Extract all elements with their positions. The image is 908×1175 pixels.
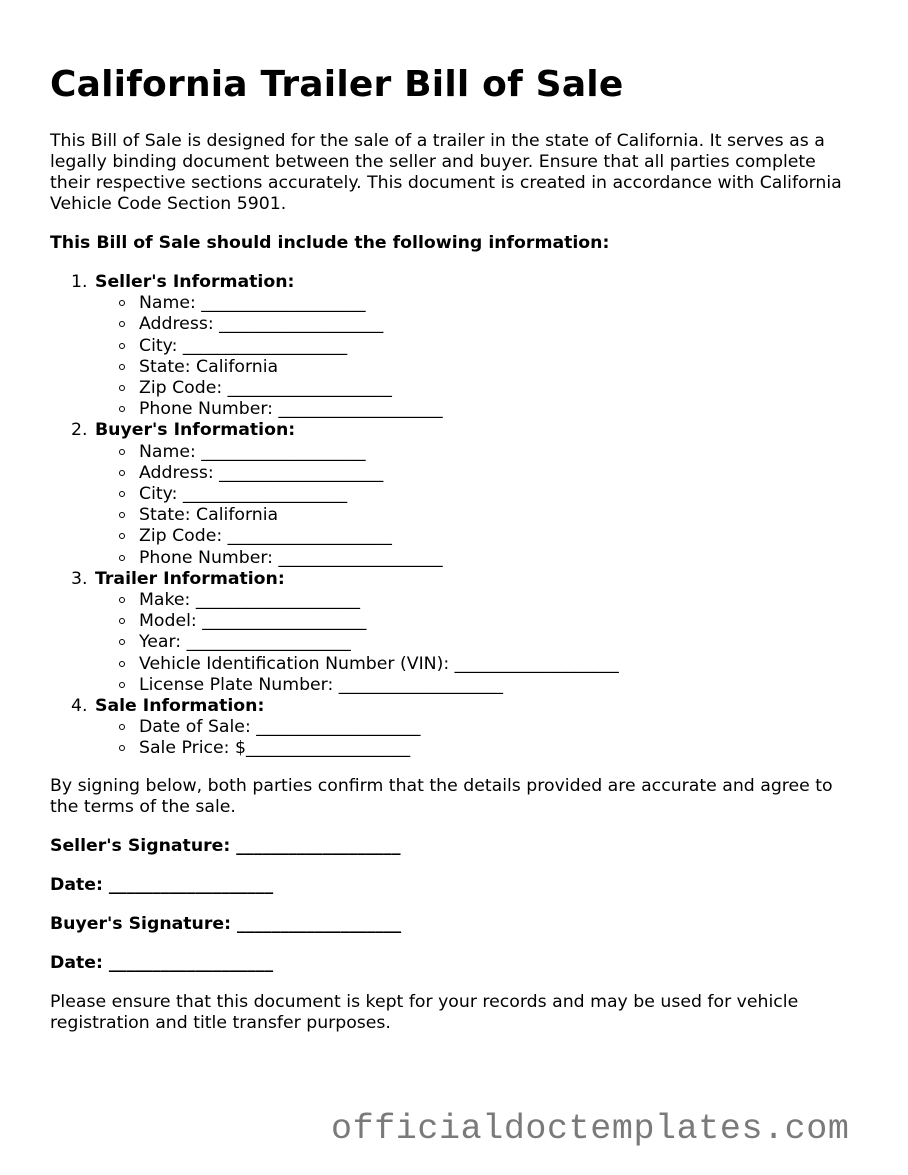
- buyer-date-line: Date: ___________________: [50, 953, 274, 973]
- circle-bullet-icon: [119, 597, 125, 603]
- sections-list: [50, 272, 619, 760]
- circle-bullet-icon: [119, 682, 125, 688]
- circle-bullet-icon: [119, 618, 125, 624]
- intro-paragraph: This Bill of Sale is designed for the sale of a trailer in the state of California. It serves as a legally binding document between the seller and buyer. Ensure that all parties complete their respective sections accurately. This document is created in accordance with California Vehicle Code Section 5901.: [50, 131, 842, 214]
- field-label: Year: ___________________: [139, 632, 351, 653]
- section-sale: [50, 696, 619, 760]
- field-item: [117, 336, 619, 357]
- field-label: Zip Code: ___________________: [139, 378, 392, 399]
- circle-bullet-icon: [119, 555, 125, 561]
- section-number: 3.: [71, 568, 88, 589]
- field-item: [117, 675, 619, 696]
- field-item: [117, 293, 619, 314]
- circle-bullet-icon: [119, 385, 125, 391]
- section-title: Buyer's Information:: [95, 420, 296, 441]
- section-number: 2.: [71, 420, 88, 441]
- circle-bullet-icon: [119, 406, 125, 412]
- field-item: [117, 738, 619, 759]
- watermark: officialdoctemplates.com: [331, 1109, 850, 1149]
- field-item: [117, 484, 619, 505]
- section-title: Trailer Information:: [95, 568, 285, 589]
- section-lead: This Bill of Sale should include the following information:: [50, 233, 610, 253]
- circle-bullet-icon: [119, 745, 125, 751]
- field-label: License Plate Number: ___________________: [139, 674, 503, 695]
- field-label: City: ___________________: [139, 484, 348, 505]
- field-label: Phone Number: ___________________: [139, 547, 443, 568]
- circle-bullet-icon: [119, 639, 125, 645]
- field-label: Zip Code: ___________________: [139, 526, 392, 547]
- field-label: Vehicle Identification Number (VIN): ___________________: [139, 653, 619, 674]
- section-number: 1.: [71, 272, 88, 292]
- section-title: Seller's Information:: [95, 272, 295, 292]
- circle-bullet-icon: [119, 343, 125, 349]
- circle-bullet-icon: [119, 300, 125, 306]
- field-item: [117, 526, 619, 547]
- field-label: Phone Number: ___________________: [139, 399, 443, 420]
- circle-bullet-icon: [119, 512, 125, 518]
- field-label: State: California: [139, 505, 279, 526]
- circle-bullet-icon: [119, 491, 125, 497]
- field-item: [117, 505, 619, 526]
- section-buyer: [50, 420, 619, 568]
- section-seller: [50, 272, 619, 420]
- field-label: Model: ___________________: [139, 611, 367, 632]
- circle-bullet-icon: [119, 470, 125, 476]
- section-number: 4.: [71, 696, 88, 717]
- field-label: Name: ___________________: [139, 293, 366, 314]
- field-item: [117, 590, 619, 611]
- buyer-signature-line: Buyer's Signature: ___________________: [50, 914, 402, 934]
- field-label: State: California: [139, 356, 279, 377]
- circle-bullet-icon: [119, 449, 125, 455]
- field-item: [117, 611, 619, 632]
- circle-bullet-icon: [119, 321, 125, 327]
- seller-date-line: Date: ___________________: [50, 875, 274, 895]
- field-item: [117, 463, 619, 484]
- field-item: [117, 632, 619, 653]
- field-label: City: ___________________: [139, 335, 348, 356]
- field-item: [117, 314, 619, 335]
- footer-note: Please ensure that this document is kept for your records and may be used for vehicle registration and title transfer purposes.: [50, 992, 799, 1033]
- field-label: Sale Price: $___________________: [139, 738, 411, 759]
- field-item: [117, 442, 619, 463]
- field-label: Make: ___________________: [139, 590, 361, 611]
- field-item: [117, 548, 619, 569]
- field-item: [117, 378, 619, 399]
- page-title: California Trailer Bill of Sale: [50, 64, 624, 105]
- field-item: [117, 717, 619, 738]
- section-title: Sale Information:: [95, 696, 265, 717]
- circle-bullet-icon: [119, 724, 125, 730]
- field-label: Date of Sale: ___________________: [139, 717, 421, 738]
- field-label: Name: ___________________: [139, 441, 366, 462]
- field-item: [117, 399, 619, 420]
- field-label: Address: ___________________: [139, 462, 384, 483]
- field-label: Address: ___________________: [139, 314, 384, 335]
- section-trailer: [50, 569, 619, 696]
- field-item: [117, 357, 619, 378]
- circle-bullet-icon: [119, 364, 125, 370]
- closing-paragraph: By signing below, both parties confirm that the details provided are accurate and agree to the terms of the sale.: [50, 776, 833, 817]
- circle-bullet-icon: [119, 533, 125, 539]
- field-item: [117, 654, 619, 675]
- seller-signature-line: Seller's Signature: ___________________: [50, 836, 401, 856]
- circle-bullet-icon: [119, 661, 125, 667]
